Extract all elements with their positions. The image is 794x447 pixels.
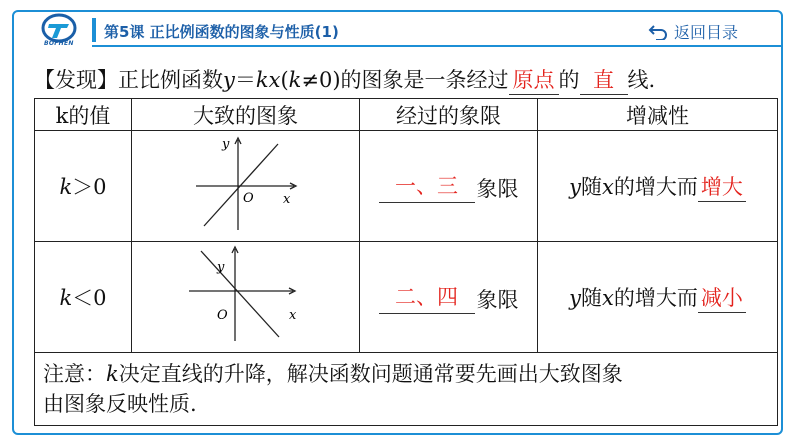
quadrant-suffix: 象限 xyxy=(476,287,519,312)
k-negative-cell xyxy=(35,242,132,353)
quadrant-answer-positive: 一、三 xyxy=(379,170,475,203)
trend-var-y: y xyxy=(569,174,582,199)
graph-cell-negative xyxy=(132,242,360,353)
trend-var-y: y xyxy=(569,285,582,310)
table-row-k-negative xyxy=(35,242,778,353)
discover-text-before: 正比例函数 xyxy=(118,68,223,92)
discover-text-de: 的 xyxy=(558,68,580,92)
back-to-contents-button[interactable] xyxy=(648,20,738,43)
origin-label: O xyxy=(242,190,254,206)
trend-mid: 随 xyxy=(581,174,603,199)
quadrant-cell-positive xyxy=(360,131,538,242)
formula-eq: ＝ xyxy=(234,68,256,92)
cond-rest: ≠0) xyxy=(301,68,341,92)
property-table xyxy=(34,98,778,426)
table-note-row xyxy=(35,353,778,426)
note-line2: 由图象反映性质. xyxy=(43,392,197,416)
table-header-row xyxy=(35,99,778,131)
origin-label: O xyxy=(216,307,228,323)
cond-open: ( xyxy=(280,68,289,92)
formula-kx: kx xyxy=(255,68,281,92)
logo-text: BOFHEN xyxy=(44,40,74,47)
k-positive-cell xyxy=(35,131,132,242)
title-underline xyxy=(92,45,782,47)
trend-var-x: x xyxy=(602,174,614,199)
note-var-k: k xyxy=(106,362,119,386)
back-label: 返回目录 xyxy=(674,23,739,42)
discover-text-mid: 的图象是一条经过 xyxy=(340,68,509,92)
trend-var-x: x xyxy=(602,285,614,310)
k-var: k xyxy=(59,175,73,199)
k-rel: ＞0 xyxy=(72,175,107,199)
trend-cell-negative xyxy=(538,242,778,353)
axis-y-label: y xyxy=(216,259,224,275)
cond-var-k: k xyxy=(288,68,302,92)
trend-cell-positive xyxy=(538,131,778,242)
axis-x-label: x xyxy=(288,307,296,323)
k-rel: ＜0 xyxy=(72,286,107,310)
table-row-k-positive xyxy=(35,131,778,242)
quadrant-answer-negative: 二、四 xyxy=(379,281,475,314)
quadrant-suffix: 象限 xyxy=(476,176,519,201)
graph-cell-positive xyxy=(132,131,360,242)
title-accent-bar xyxy=(92,18,96,42)
trend-answer-positive: 增大 xyxy=(698,171,746,202)
trend-text: 的增大而 xyxy=(613,174,698,199)
trend-answer-negative: 减小 xyxy=(698,282,746,313)
lesson-title: 第5课 正比例函数的图象与性质(1) xyxy=(104,23,339,41)
axis-y-label: y xyxy=(221,136,229,152)
header-k-value: k的值 xyxy=(35,99,132,131)
trend-mid: 随 xyxy=(581,285,603,310)
answer-origin: 原点 xyxy=(509,64,559,95)
return-arrow-icon xyxy=(648,24,668,40)
header-monotonic: 增减性 xyxy=(538,99,778,131)
quadrant-cell-negative xyxy=(360,242,538,353)
header-graph: 大致的图象 xyxy=(132,99,360,131)
note-cell xyxy=(35,353,778,426)
trend-text: 的增大而 xyxy=(613,285,698,310)
k-var: k xyxy=(59,286,73,310)
graph-k-positive xyxy=(186,134,306,234)
header-quadrant: 经过的象限 xyxy=(360,99,538,131)
discover-sentence xyxy=(34,64,655,95)
graph-k-negative xyxy=(181,245,311,345)
answer-straight: 直 xyxy=(580,64,628,95)
axis-x-label: x xyxy=(282,191,290,207)
note-line1: 决定直线的升降，解决函数问题通常要先画出大致图象 xyxy=(118,362,623,386)
discover-bracket: 【发现】 xyxy=(34,68,118,92)
discover-text-end: 线. xyxy=(627,68,656,92)
note-prefix: 注意： xyxy=(43,362,106,386)
formula-var-y: y xyxy=(223,68,235,92)
